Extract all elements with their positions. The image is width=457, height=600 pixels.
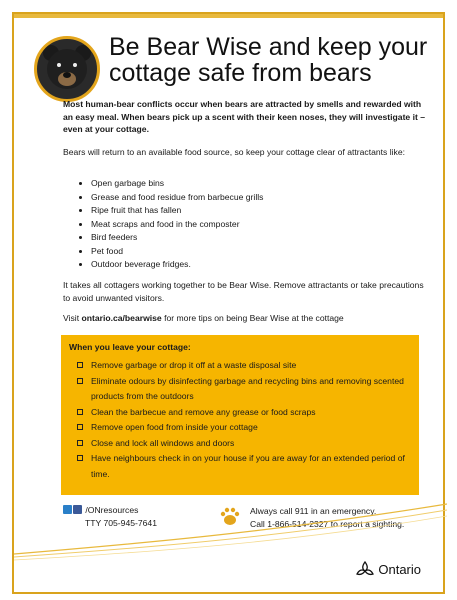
list-item: • Meat scraps and food in the composter — [91, 218, 263, 232]
checkbox-icon — [77, 409, 83, 415]
checkbox-icon — [77, 362, 83, 368]
checklist-item — [69, 374, 411, 405]
checklist-item — [69, 420, 411, 436]
poster — [12, 12, 445, 594]
checklist-item — [69, 358, 411, 374]
list-item: • Bird feeders — [91, 231, 263, 245]
ontario-wordmark: Ontario — [378, 561, 421, 577]
decorative-swoosh — [14, 492, 447, 562]
poster-title: Be Bear Wise and keep your cottage safe from bears — [109, 33, 428, 87]
checklist-item-text: Clean the barbecue and remove any grease or food scraps — [91, 406, 316, 417]
attractants-list — [63, 177, 263, 272]
intro-paragraph: Most human-bear conflicts occur when bears are attracted by smells and rewarded with an easy meal. When bears pick up a scent with their keen noses, they will investigate it – even at your cottage. — [63, 99, 426, 134]
list-item: • Grease and food residue from barbecue grills — [91, 191, 263, 205]
checklist-heading: When you leave your cottage: — [69, 342, 191, 352]
bearwise-link[interactable]: ontario.ca/bearwise — [81, 313, 162, 323]
list-item: • Outdoor beverage fridges. — [91, 258, 263, 272]
checklist-item-text: Remove open food from inside your cottage — [91, 422, 258, 432]
sighting-line: Call 1-866-514-2327 to report a sighting. — [250, 519, 405, 529]
tty-number: TTY 705-945-7641 — [85, 518, 157, 529]
ontario-logo — [354, 560, 421, 578]
checkbox-icon — [77, 378, 83, 384]
checkbox-icon — [77, 440, 83, 446]
ontario-trillium-icon — [354, 560, 376, 578]
bear-face-icon — [34, 36, 100, 102]
checklist-item-text: Remove garbage or drop it off at a waste disposal site — [91, 360, 297, 370]
list-item: • Pet food — [91, 245, 263, 259]
checklist-item-text: Close and lock all windows and doors — [91, 437, 235, 448]
visit-prefix: Visit — [63, 313, 82, 323]
checkbox-icon — [77, 455, 83, 461]
emergency-line: Always call 911 in an emergency. — [250, 506, 377, 516]
visit-suffix: for more tips on being Bear Wise at the cottage — [161, 313, 344, 323]
checklist-item-text: Have neighbours check in on your house if you are away for an extended period of time. — [91, 453, 405, 479]
attractants-intro: Bears will return to an available food source, so keep your cottage clear of attractants like: — [63, 147, 406, 157]
checklist-item — [69, 436, 411, 452]
checklist-item — [69, 451, 411, 482]
list-item: • Ripe fruit that has fallen — [91, 204, 263, 218]
checklist-box — [61, 335, 419, 495]
list-item: • Open garbage bins — [91, 177, 263, 191]
checklist-item-text: Eliminate odours by disinfecting garbage and recycling bins and removing scented products from the outdoors — [91, 375, 404, 401]
checkbox-icon — [77, 424, 83, 430]
checklist-item — [69, 405, 411, 421]
visit-paragraph — [63, 312, 443, 324]
top-accent-bar — [14, 14, 443, 18]
checklist — [69, 358, 411, 482]
social-handle[interactable]: /ONresources — [85, 505, 139, 515]
cooperation-paragraph: It takes all cottagers working together to be Bear Wise. Remove attractants or take precautions to avoid unwanted visitors. — [63, 280, 424, 303]
